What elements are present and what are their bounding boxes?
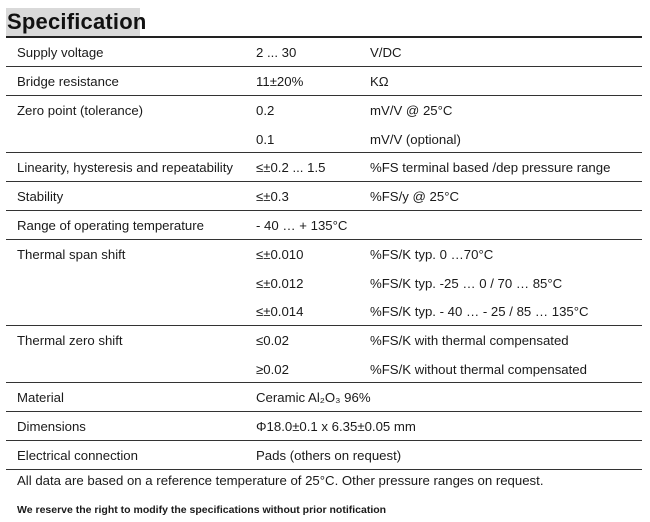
spec-unit: mV/V (optional) <box>370 132 461 147</box>
spec-row <box>6 326 642 383</box>
spec-row <box>6 182 642 211</box>
spec-unit: %FS/K typ. - 40 … - 25 / 85 … 135°C <box>370 304 589 319</box>
spec-unit: mV/V @ 25°C <box>370 103 453 118</box>
spec-row <box>6 153 642 182</box>
spec-value: 0.1 <box>256 132 275 147</box>
spec-value: ≤±0.3 <box>256 189 289 204</box>
spec-row <box>6 67 642 96</box>
spec-value: ≥0.02 <box>256 362 289 377</box>
spec-value: Φ18.0±0.1 x 6.35±0.05 mm <box>256 419 416 434</box>
spec-value: Ceramic Al₂O₃ 96% <box>256 390 371 405</box>
spec-value: 2 ... 30 <box>256 45 297 60</box>
spec-value: Pads (others on request) <box>256 448 402 463</box>
spec-unit: %FS/K typ. 0 …70°C <box>370 247 494 262</box>
spec-row <box>6 211 642 240</box>
spec-row <box>6 96 642 153</box>
spec-value: ≤±0.010 <box>256 247 304 262</box>
spec-unit: %FS/K without thermal compensated <box>370 362 587 377</box>
spec-label: Thermal zero shift <box>17 333 123 348</box>
spec-label: Linearity, hysteresis and repeatability <box>17 160 233 175</box>
spec-value: ≤±0.012 <box>256 276 304 291</box>
spec-unit: %FS terminal based /dep pressure range <box>370 160 611 175</box>
spec-value: 0.2 <box>256 103 275 118</box>
spec-value: - 40 … + 135°C <box>256 218 348 233</box>
spec-value: 11±20% <box>256 74 304 89</box>
spec-row <box>6 383 642 412</box>
spec-label: Bridge resistance <box>17 74 119 89</box>
spec-value: ≤±0.2 ... 1.5 <box>256 160 326 175</box>
spec-row <box>6 412 642 441</box>
spec-label: Zero point (tolerance) <box>17 103 144 118</box>
footer-disclaimer: We reserve the right to modify the specifications without prior notification <box>17 504 387 516</box>
spec-unit: %FS/K with thermal compensated <box>370 333 569 348</box>
spec-label: Electrical connection <box>17 448 138 463</box>
spec-label: Supply voltage <box>17 45 104 60</box>
spec-unit: V/DC <box>370 45 402 60</box>
spec-value: ≤0.02 <box>256 333 289 348</box>
spec-label: Material <box>17 390 64 405</box>
spec-row <box>6 240 642 326</box>
spec-label: Dimensions <box>17 419 86 434</box>
spec-row <box>6 441 642 470</box>
page-title: Specification <box>7 9 147 34</box>
spec-row <box>6 38 642 67</box>
spec-label: Thermal span shift <box>17 247 126 262</box>
spec-unit: KΩ <box>370 74 389 89</box>
spec-unit: %FS/y @ 25°C <box>370 189 460 204</box>
reference-note: All data are based on a reference temperature of 25°C. Other pressure ranges on request. <box>17 473 544 488</box>
spec-label: Range of operating temperature <box>17 218 204 233</box>
spec-label: Stability <box>17 189 64 204</box>
spec-value: ≤±0.014 <box>256 304 304 319</box>
spec-unit: %FS/K typ. -25 … 0 / 70 … 85°C <box>370 276 563 291</box>
